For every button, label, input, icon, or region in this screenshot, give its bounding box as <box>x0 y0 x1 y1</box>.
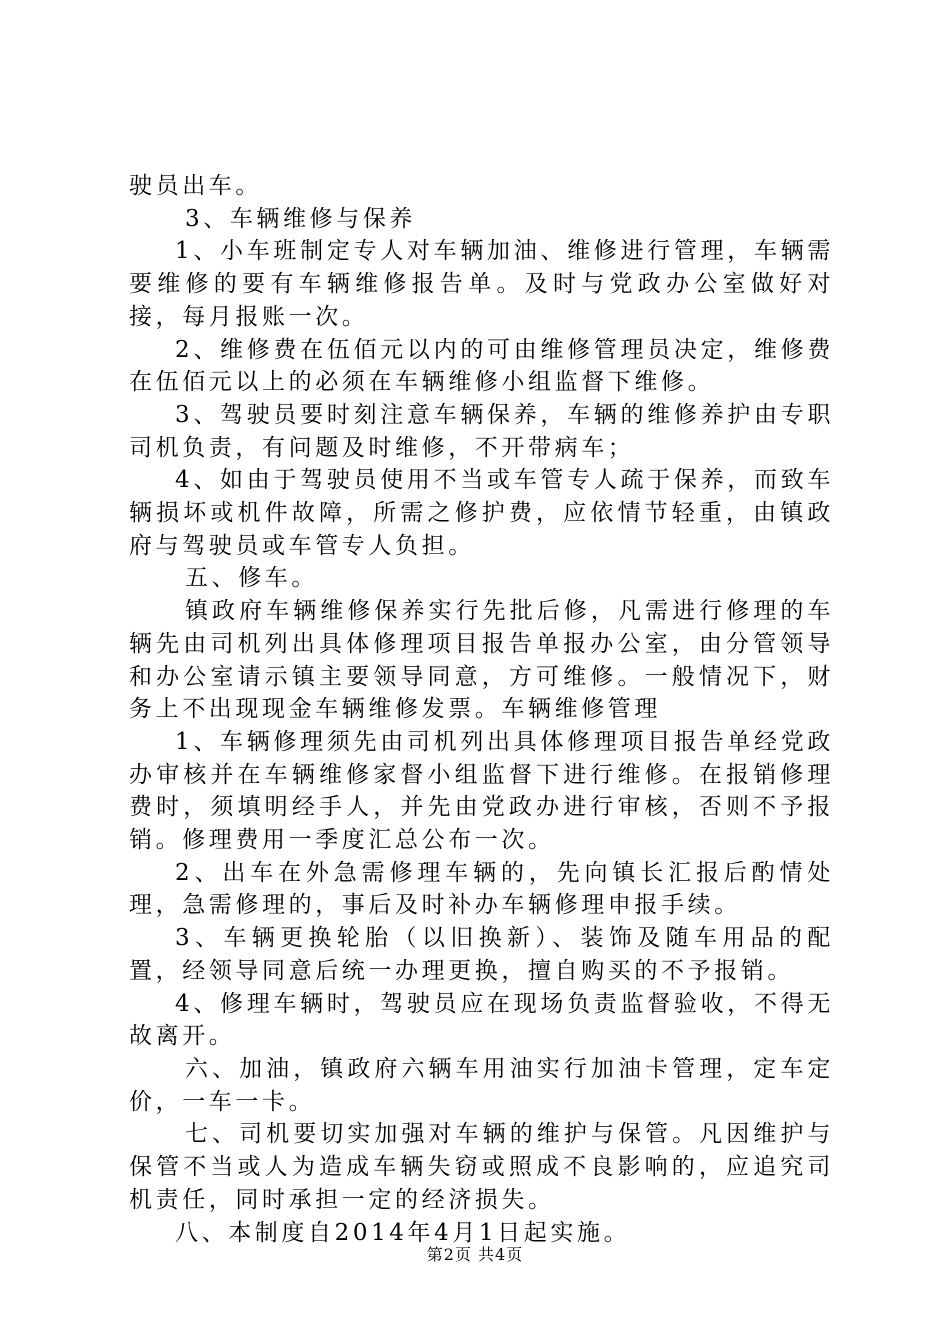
paragraph-item-1: 1、小车班制定专人对车辆加油、维修进行管理，车辆需要维修的要有车辆维修报告单。及时与党政办公室做好对接，每月报账一次。 <box>129 238 834 330</box>
paragraph-repair-intro: 镇政府车辆维修保养实行先批后修，凡需进行修理的车辆先由司机列出具体修理项目报告单报办公室，由分管领导和办公室请示镇主要领导同意，方可维修。一般情况下，财务上不出现现金车辆维修发票。车辆维修管理 <box>129 598 834 723</box>
paragraph-continuation: 驶员出车。 <box>129 173 262 199</box>
section-heading-repair: 五、修车。 <box>185 565 318 592</box>
paragraph-item-2: 2、维修费在伍佰元以内的可由维修管理员决定，维修费在伍佰元以上的必须在车辆维修小组监督下维修。 <box>129 336 834 396</box>
paragraph-item-3: 3、驾驶员要时刻注意车辆保养，车辆的维修养护由专职司机负责，有问题及时维修，不开带病车； <box>129 401 834 461</box>
paragraph-repair-item-3: 3、车辆更换轮胎（以旧换新）、装饰及随车用品的配置，经领导同意后统一办理更换，擅自购买的不予报销。 <box>129 925 834 984</box>
paragraph-repair-item-2: 2、出车在外急需修理车辆的，先向镇长汇报后酌情处理，急需修理的，事后及时补办车辆修理申报手续。 <box>129 859 834 919</box>
section-heading-vehicle-maintenance: 3、车辆维修与保养 <box>185 205 417 232</box>
document-body <box>129 170 834 1249</box>
paragraph-repair-item-4: 4、修理车辆时，驾驶员应在现场负责监督验收，不得无故离开。 <box>129 990 834 1050</box>
page-footer: 第2页 共4页 <box>426 1245 524 1264</box>
paragraph-item-4: 4、如由于驾驶员使用不当或车管专人疏于保养，而致车辆损坏或机件故障，所需之修护费，应依情节轻重，由镇政府与驾驶员或车管专人负担。 <box>129 467 834 559</box>
section-driver-responsibility: 七、司机要切实加强对车辆的维护与保管。凡因维护与保管不当或人为造成车辆失窃或照成不良影响的，应追究司机责任，同时承担一定的经济损失。 <box>129 1121 834 1213</box>
section-fuel: 六、加油，镇政府六辆车用油实行加油卡管理，定车定价，一车一卡。 <box>129 1055 834 1115</box>
section-effective-date: 八、本制度自2014年4月1日起实施。 <box>175 1219 631 1246</box>
paragraph-repair-item-1: 1、车辆修理须先由司机列出具体修理项目报告单经党政办审核并在车辆维修家督小组监督下进行维修。在报销修理费时，须填明经手人，并先由党政办进行审核，否则不予报销。修理费用一季度汇总公布一次。 <box>129 728 834 854</box>
